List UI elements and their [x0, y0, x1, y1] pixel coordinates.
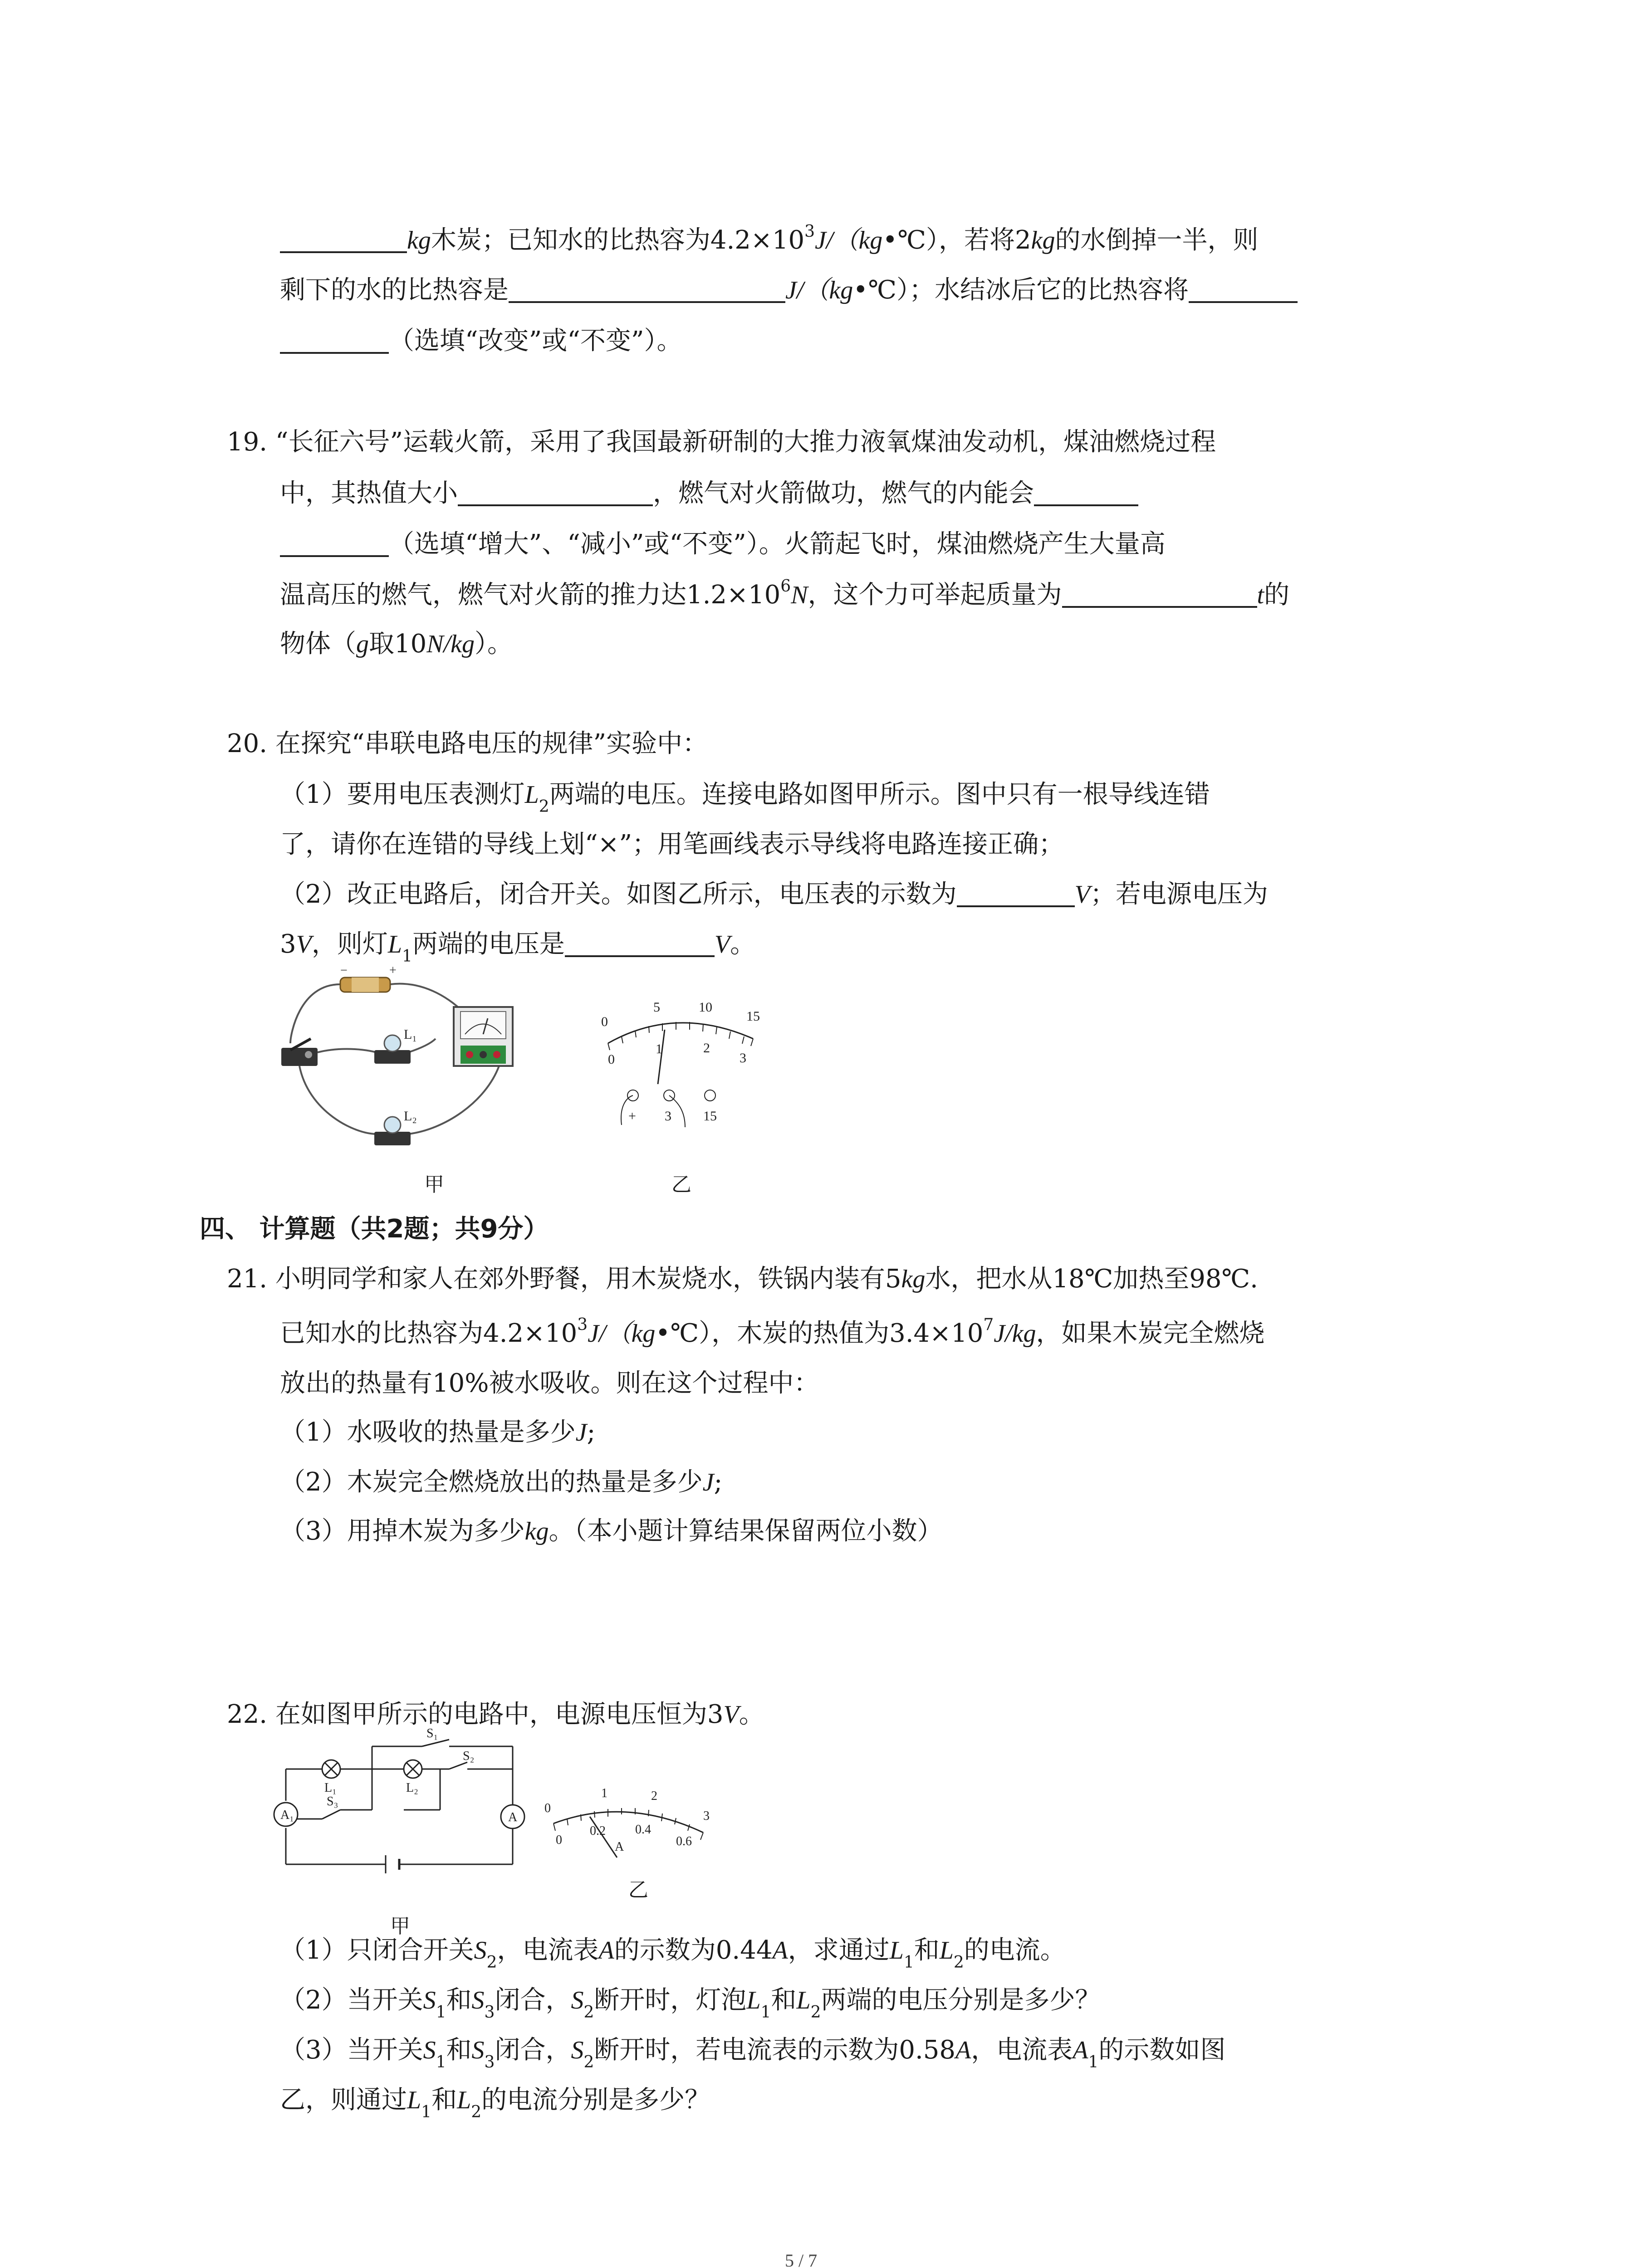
q19-line-5: 物体（g取10N/kg）。 [280, 629, 513, 659]
dial-top-label-15: 15 [746, 1009, 760, 1024]
label-s1: S₁ [426, 1728, 438, 1740]
answer-blank[interactable] [280, 224, 407, 253]
q21-line-5: （2）木炭完全燃烧放出的热量是多少J; [280, 1467, 723, 1497]
switch [281, 1039, 318, 1066]
q22-part-3: （3）当开关$S_1$和$S_3$闭合，$S_2$断开时，若电流表的示数为0.58A，电流表$A_1$的示数如图 [280, 2035, 1226, 2072]
figure-label-jia: 甲 [424, 1173, 444, 1196]
dial2-top-label-2: 2 [651, 1789, 657, 1803]
q21-line-1: 21. 小明同学和家人在郊外野餐，用木炭烧水，铁锅内装有5kg水，把水从18℃加热至98℃. [227, 1264, 1258, 1294]
answer-blank[interactable] [1062, 579, 1257, 608]
answer-blank[interactable] [458, 477, 653, 506]
q20-line-3: 了，请你在连错的导线上划“×”；用笔画线表示导线将电路连接正确； [280, 830, 1064, 859]
q21-line-2: 已知水的比热容为$4.2\times 10^3J/(kg•℃)$，木炭的热值为$3.4\times 10^7J/kg$，如果木炭完全燃烧 [280, 1315, 1265, 1348]
q22-line-1: 22. 在如图甲所示的电路中，电源电压恒为3V。 [227, 1700, 764, 1729]
q18-line-2: 剩下的水的比热容是 J/（kg•℃）；水结冰后它的比热容将 [280, 272, 1298, 308]
label-l1: L₁ [324, 1781, 337, 1795]
answer-blank[interactable] [957, 878, 1075, 907]
dial-bottom-label-2: 2 [703, 1041, 710, 1056]
q20-line-5: 3V，则灯$L_1$两端的电压是 V。 [280, 926, 755, 963]
dial2-bottom-label-04: 0.4 [635, 1823, 651, 1837]
dial-ticks [608, 1022, 753, 1050]
battery [340, 978, 390, 992]
lamp-l2 [404, 1760, 422, 1778]
dial2-bottom-label-02: 0.2 [590, 1824, 606, 1838]
q22-part-1: （1）只闭合开关$S_2$，电流表A的示数为0.44A，求通过$L_1$和$L_2$的电流。 [280, 1936, 1066, 1972]
battery-minus-mark: − [340, 966, 348, 978]
terminal-3: 3 [665, 1109, 671, 1124]
section-4-heading: 四、 计算题（共2题；共9分） [200, 1214, 549, 1244]
q19-line-4: 温高压的燃气，燃气对火箭的推力达$1.2\times 10^6N$，这个力可举起质量为 t的 [280, 577, 1290, 610]
label-a: A [508, 1810, 518, 1824]
q21-line-3: 放出的热量有10%被水吸收。则在这个过程中： [280, 1369, 819, 1398]
label-s2: S₂ [463, 1749, 475, 1763]
q20-line-2: （1）要用电压表测灯$L_2$两端的电压。连接电路如图甲所示。图中只有一根导线连错 [280, 780, 1210, 816]
q20-circuit-figure [272, 966, 526, 1148]
lamp-l1 [322, 1760, 340, 1778]
answer-blank[interactable] [1034, 477, 1138, 506]
dial2-top-label-1: 1 [601, 1786, 607, 1800]
q22-circuit-schematic [272, 1728, 526, 1896]
q22-part-3-cont: 乙，则通过$L_1$和$L_2$的电流分别是多少？ [280, 2085, 710, 2122]
figure-label-yi: 乙 [671, 1173, 691, 1196]
label-s3: S₃ [327, 1794, 338, 1809]
battery-plus-mark: + [389, 966, 397, 978]
answer-blank[interactable] [565, 928, 715, 957]
terminal-15: 15 [703, 1109, 717, 1124]
q20-voltmeter-dial [590, 989, 780, 1129]
voltmeter [454, 1007, 513, 1066]
dial-bottom-label-1: 1 [656, 1041, 662, 1056]
q19-line-2: 中，其热值大小 ，燃气对火箭做功，燃气的内能会 [280, 475, 1138, 512]
dial-top-label-5: 5 [653, 1000, 660, 1015]
dial-top-label-0: 0 [601, 1014, 608, 1029]
q18-line-3: （选填“改变”或“不变”）。 [280, 323, 682, 359]
dial-top-label-10: 10 [699, 1000, 712, 1015]
dial2-top-label-0: 0 [544, 1801, 551, 1815]
answer-blank[interactable] [1189, 274, 1298, 303]
dial2-bottom-label-06: 0.6 [676, 1834, 692, 1848]
answer-blank[interactable] [509, 274, 785, 303]
q22-ammeter-dial [540, 1778, 730, 1882]
q20-line-1: 20. 在探究“串联电路电压的规律”实验中： [227, 729, 708, 758]
answer-blank[interactable] [280, 325, 389, 354]
dial2-unit: A [615, 1840, 624, 1854]
q22-part-2: （2）当开关$S_1$和$S_3$闭合，$S_2$断开时，灯泡$L_1$和$L_2$两端的电压分别是多少？ [280, 1985, 1101, 2022]
q18-line-1: kg木炭；已知水的比热容为$4.2\times 10^3J/(kg•℃)$，若将2kg的水倒掉一半，则 [280, 222, 1258, 259]
dial2-bottom-label-0: 0 [556, 1833, 562, 1847]
figure-label-yi-2: 乙 [628, 1878, 648, 1901]
bulb-l2-label: L₂ [404, 1109, 417, 1124]
q21-line-6: （3）用掉木炭为多少kg。（本小题计算结果保留两位小数） [280, 1516, 943, 1546]
page-number: 5 / 7 [785, 2250, 818, 2268]
battery-symbol [386, 1855, 399, 1873]
dial-bottom-label-3: 3 [740, 1051, 746, 1066]
answer-blank[interactable] [280, 528, 389, 557]
dial-needle [658, 1030, 665, 1084]
q19-line-1: 19. “长征六号”运载火箭，采用了我国最新研制的大推力液氧煤油发动机，煤油燃烧过程 [227, 427, 1216, 457]
bulb-l1-label: L₁ [404, 1027, 417, 1042]
q21-line-4: （1）水吸收的热量是多少J; [280, 1418, 596, 1447]
dial2-top-label-3: 3 [703, 1809, 710, 1823]
q19-line-3: （选填“增大”、“减小”或“不变”）。火箭起飞时，煤油燃烧产生大量高 [280, 526, 1166, 562]
terminal-plus: + [628, 1109, 636, 1124]
dial-bottom-label-0: 0 [608, 1052, 615, 1067]
q20-line-4: （2）改正电路后，闭合开关。如图乙所示，电压表的示数为 V；若电源电压为 [280, 876, 1268, 913]
figure-label-jia-2: 甲 [390, 1915, 410, 1938]
label-l2: L₂ [406, 1781, 418, 1795]
label-a1: A₁ [280, 1808, 294, 1822]
